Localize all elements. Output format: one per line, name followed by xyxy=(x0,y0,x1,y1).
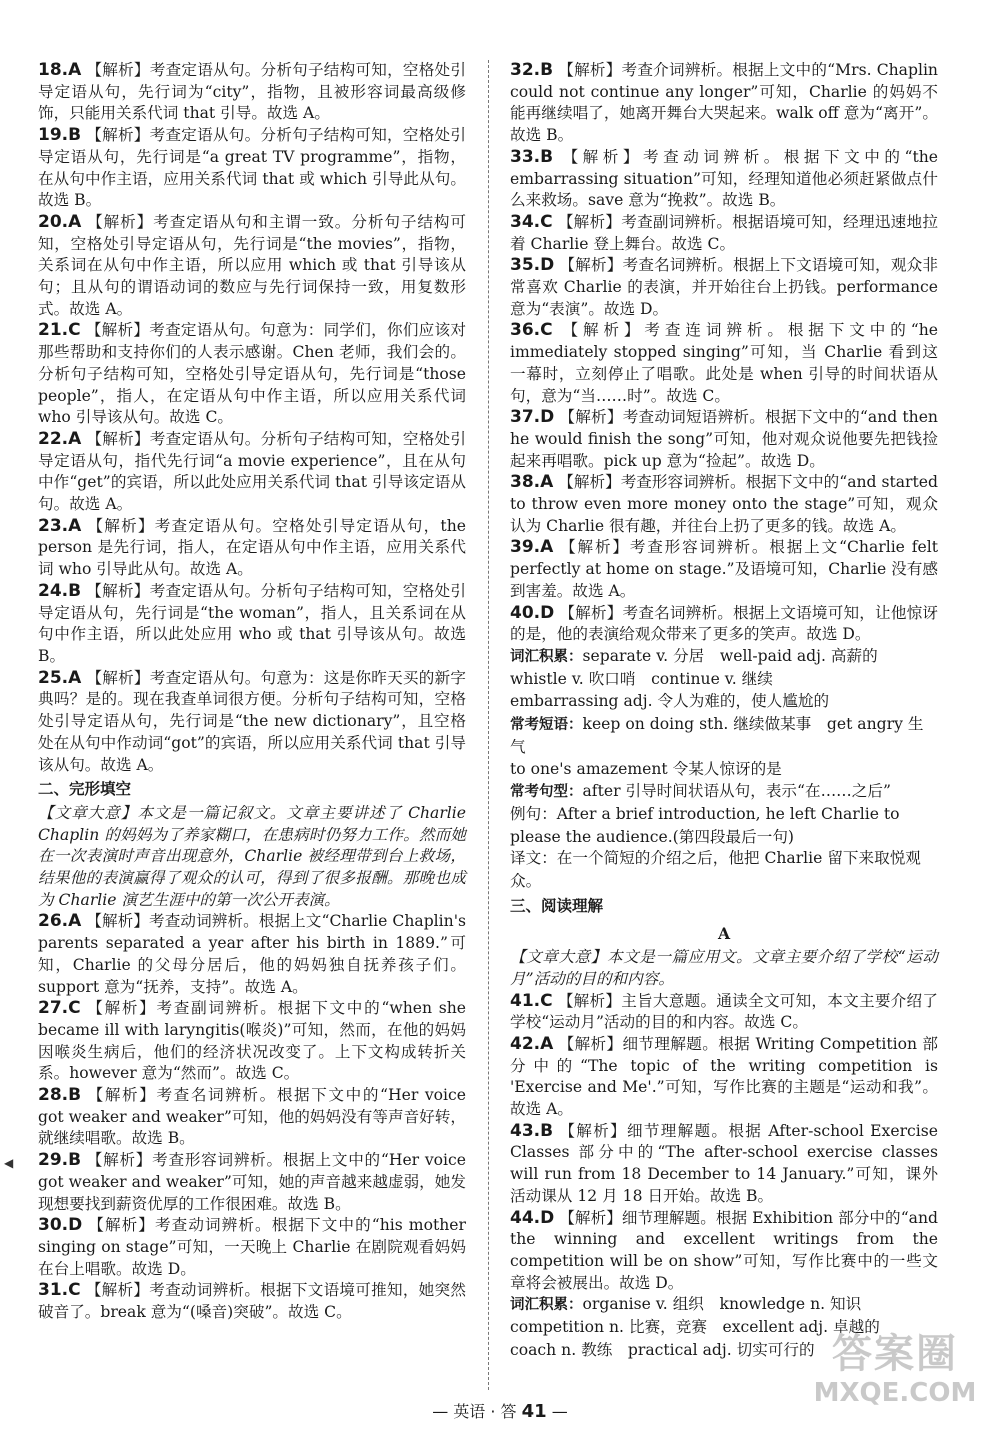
analysis-tag: 【解析】 xyxy=(86,668,150,687)
analysis-text: 细节理解题。根据 After-school Exercise Classes 部分中的“The after-school exercise classes will run from 18 December to 14 January.”可知，课外活动课从 12 月 18 日开始。故选 B。 xyxy=(510,1121,938,1205)
analysis-text: 考查名词辨析。根据上下文语境可知，观众非常喜欢 Charlie 的表演，并开始往台上扔钱。performance 意为“表演”。故选 D。 xyxy=(510,256,938,318)
answer-item xyxy=(510,1208,938,1295)
answer-item xyxy=(38,516,466,581)
answer-number: 41.C xyxy=(510,990,553,1011)
analysis-tag: 【解析】 xyxy=(85,1281,150,1300)
vocab-text: competition n. 比赛，竞赛 excellent adj. 卓越的 xyxy=(510,1318,880,1337)
answer-item xyxy=(510,537,938,602)
answer-item xyxy=(38,911,466,998)
analysis-tag: 【解析】 xyxy=(562,147,644,166)
vocab-line xyxy=(510,669,938,692)
answer-number: 24.B xyxy=(38,580,82,601)
analysis-text: 考查动词辨析。根据下文语境可推知，她突然破音了。break 意为“(嗓音)突破”。故选 C。 xyxy=(38,1281,466,1322)
vocab-line xyxy=(510,691,938,714)
vocab-text: embarrassing adj. 令人为难的，使人尴尬的 xyxy=(510,692,830,711)
analysis-tag: 【解析】 xyxy=(86,1151,153,1170)
answer-number: 21.C xyxy=(38,320,81,341)
analysis-text: 考查定语从句。分析句子结构可知，空格处引导定语从句，先行词为“city”，指物，且被形容词最高级修饰，只能用关系代词 that 引导。故选 A。 xyxy=(38,61,466,123)
analysis-text: 考查动词辨析。根据上文“Charlie Chaplin's parents separated a year after his birth in 1889.”可知，Charlie 的父母分居后，他的妈妈独自抚养孩子们。support 意为“抚养，支持”。故选 A。 xyxy=(38,912,466,996)
analysis-tag: 【解析】 xyxy=(86,429,150,448)
analysis-text: 考查定语从句。空格处引导定语从句，the person 是先行词，指人，在定语从句中作主语，应用关系代词 who 引导此从句。故选 A。 xyxy=(38,516,466,579)
vocab-line xyxy=(510,804,938,848)
analysis-text: 细节理解题。根据 Exhibition 部分中的“and the winning and excellent writings from the competition will be on show”可知，写作比赛中的一些文章将会被展出。故选 D。 xyxy=(510,1208,938,1292)
answer-item xyxy=(38,998,466,1085)
answer-list-reading xyxy=(510,991,938,1295)
analysis-text: 考查连词辨析。根据下文中的“he immediately stopped singing”可知，当 Charlie 看到这一幕时，立刻停止了唱歌。此处是 when 引导的时间状语从句，意为“当……时”。故选 C。 xyxy=(510,321,938,405)
vocab-line xyxy=(510,714,938,758)
analysis-tag: 【解析】 xyxy=(86,581,150,600)
section-heading-reading: 三、阅读理解 xyxy=(510,896,604,915)
analysis-text: 考查动词短语辨析。根据下文中的“and then he would finish the song”可知，他对观众说他要先把钱捡起来再唱歌。pick up 意为“捡起”。故选 D。 xyxy=(510,408,938,470)
summary-label: 【文章大意】 xyxy=(38,803,138,822)
answer-item xyxy=(38,668,466,777)
vocab-text: separate v. 分居 well-paid adj. 高薪的 xyxy=(582,646,878,665)
analysis-text: 考查形容词辨析。根据下文中的“and started to throw even more money onto the stage”可知，观众认为 Charlie 很有趣，并往台上扔了更多的钱。故选 A。 xyxy=(510,473,938,535)
answer-list-cloze-b xyxy=(510,60,938,646)
answer-number: 40.D xyxy=(510,602,555,623)
answer-item xyxy=(38,125,466,212)
answer-number: 32.B xyxy=(510,60,554,80)
answer-item xyxy=(38,1280,466,1323)
vocab-line xyxy=(510,848,938,892)
analysis-tag: 【解析】 xyxy=(557,991,622,1010)
answer-number: 29.B xyxy=(38,1150,82,1171)
answer-number: 25.A xyxy=(38,667,82,688)
answer-number: 33.B xyxy=(510,146,554,167)
answer-number: 42.A xyxy=(510,1033,554,1054)
summary-text: 本文是一篇应用文。文章主要介绍了学校“运动月”活动的目的和内容。 xyxy=(510,948,938,988)
analysis-tag: 【解析】 xyxy=(87,516,155,535)
analysis-tag: 【解析】 xyxy=(86,61,150,79)
analysis-text: 考查动词辨析。根据下文中的“his mother singing on stage”可知，一天晚上 Charlie 在剧院观看妈妈在台上唱歌。故选 D。 xyxy=(38,1216,466,1278)
answer-item xyxy=(38,1150,466,1215)
vocab-line xyxy=(510,781,938,804)
analysis-text: 考查名词辨析。根据下文中的“Her voice got weaker and weaker”可知，他的妈妈没有等声音好转，就继续唱歌。故选 B。 xyxy=(38,1086,466,1148)
answer-item xyxy=(510,603,938,646)
answer-item xyxy=(38,1085,466,1150)
analysis-text: 考查形容词辨析。根据上文“Charlie felt perfectly at home on stage.”及语境可知，Charlie 没有感到害羞。故选 A。 xyxy=(510,538,938,600)
vocab-text: whistle v. 吹口哨 continue v. 继续 xyxy=(510,669,773,688)
answer-number: 30.D xyxy=(38,1215,83,1236)
analysis-tag: 【解析】 xyxy=(559,1121,627,1140)
section-heading-cloze: 二、完形填空 xyxy=(38,780,132,799)
answer-number: 26.A xyxy=(38,911,82,932)
margin-arrow-icon: ◀ xyxy=(4,1156,14,1170)
analysis-text: 考查形容词辨析。根据上文中的“Her voice got weaker and weaker”可知，她的声音越来越虚弱，她发现想要找到薪资优厚的工作很困难。故选 B。 xyxy=(38,1151,466,1213)
answer-item xyxy=(510,320,938,407)
answer-list-grammar xyxy=(38,60,466,776)
footer-prefix: — 英语 · 答 xyxy=(432,1402,517,1421)
vocab-text: keep on doing sth. 继续做某事 get angry 生气 xyxy=(510,715,924,756)
analysis-tag: 【解析】 xyxy=(559,603,623,622)
analysis-tag: 【解析】 xyxy=(86,912,150,931)
vocab-text: organise v. 组织 knowledge n. 知识 xyxy=(582,1295,862,1314)
analysis-text: 细节理解题。根据 Writing Competition 部分中的“The topic of the writing competition is 'Exercise and Me'.”可知，写作比赛的主题是“运动和我”。故选 A。 xyxy=(510,1034,938,1119)
watermark-logo xyxy=(805,1330,985,1418)
analysis-tag: 【解析】 xyxy=(558,473,621,492)
analysis-text: 考查定语从句。分析句子结构可知，空格处引导定语从句，先行词是“a great TV programme”，指物，在从句中作主语，应用关系代词 that 或 which 引导此从句。故选 B。 xyxy=(38,126,466,210)
analysis-tag: 【解析】 xyxy=(559,408,623,427)
summary-text: 本文是一篇记叙文。文章主要讲述了 Charlie Chaplin 的妈妈为了养家糊口，在患病时仍努力工作。然而她在一次表演时声音出现意外，Charlie 被经理带到台上救场，结果他的表演赢得了观众的认可，得到了很多报酬。那晚也成为 Charlie 演艺生涯中的第一次公开表演。 xyxy=(38,803,467,909)
answer-number: 36.C xyxy=(510,320,553,341)
answer-number: 37.D xyxy=(510,407,555,428)
answer-number: 22.A xyxy=(38,428,82,449)
watermark-line2: MXQE.COM xyxy=(813,1378,977,1408)
passage-label: A xyxy=(717,924,731,944)
analysis-text: 考查定语从句。句意为：这是你昨天买的新字典吗？是的。现在我查单词很方便。分析句子结构可知，空格处引导定语从句，先行词是“the new dictionary”，且空格处在从句中作动词“got”的宾语，所以应用关系代词 that 引导该从句。故选 A。 xyxy=(38,668,466,774)
analysis-tag: 【解析】 xyxy=(87,212,154,231)
answer-number: 20.A xyxy=(38,211,82,232)
answer-item xyxy=(510,147,938,212)
analysis-tag: 【解析】 xyxy=(558,1034,623,1053)
analysis-tag: 【解析】 xyxy=(560,538,630,557)
answer-number: 18.A xyxy=(38,60,82,80)
analysis-text: 考查定语从句。分析句子结构可知，空格处引导定语从句，指代先行词“a movie experience”，且在从句中作“get”的宾语，所以此处应用关系代词 that 引导该定语从句。故选 A。 xyxy=(38,429,466,514)
answer-item xyxy=(510,255,938,320)
answer-item xyxy=(510,1034,938,1121)
footer-suffix: — xyxy=(551,1402,568,1421)
article-summary-reading xyxy=(510,947,938,990)
analysis-tag: 【解析】 xyxy=(87,1086,157,1105)
analysis-tag: 【解析】 xyxy=(86,126,150,145)
answer-number: 38.A xyxy=(510,472,554,493)
analysis-text: 考查介词辨析。根据上文中的“Mrs. Chaplin could not continue any longer”可知，Charlie 的妈妈不能再继续唱了，她离开舞台大哭起来。walk off 意为“离开”。故选 B。 xyxy=(510,61,938,145)
vocab-label: 常考句型： xyxy=(510,784,583,801)
answer-item xyxy=(38,1215,466,1280)
answer-item xyxy=(510,212,938,255)
answer-item xyxy=(38,429,466,516)
answer-number: 28.B xyxy=(38,1085,82,1106)
column-divider xyxy=(488,60,489,1390)
vocab-line xyxy=(510,1294,938,1317)
answer-number: 39.A xyxy=(510,537,554,558)
analysis-tag: 【解析】 xyxy=(558,61,622,79)
answer-item xyxy=(510,991,938,1034)
analysis-text: 考查定语从句。分析句子结构可知，空格处引导定语从句，先行词是“the woman”，指人，且关系词在从句中作主语，所以此处应用 who 或 that 引导该从句。故选 B。 xyxy=(38,581,466,665)
watermark-line1: 答案圈 xyxy=(832,1331,958,1377)
answer-item xyxy=(38,320,466,429)
answer-item xyxy=(510,1121,938,1208)
answer-number: 31.C xyxy=(38,1280,81,1301)
vocab-text: to one's amazement 令某人惊讶的是 xyxy=(510,759,782,778)
answer-item xyxy=(38,212,466,321)
analysis-text: 考查动词辨析。根据下文中的“the embarrassing situation”可知，经理知道他必须赶紧做点什么来救场。save 意为“挽救”。故选 B。 xyxy=(510,147,938,210)
analysis-tag: 【解析】 xyxy=(85,321,150,340)
analysis-text: 主旨大意题。通读全文可知，本文主要介绍了学校“运动月”活动的目的和内容。故选 C。 xyxy=(510,991,938,1032)
vocab-line xyxy=(510,759,938,782)
answer-item xyxy=(510,472,938,537)
left-column xyxy=(38,60,466,1324)
answer-number: 35.D xyxy=(510,255,555,276)
page-number: 41 xyxy=(521,1401,547,1422)
vocab-text: 译文：在一个简短的介绍之后，他把 Charlie 留下来取悦观众。 xyxy=(510,849,921,891)
vocab-label: 词汇积累： xyxy=(510,648,583,665)
answer-number: 34.C xyxy=(510,211,553,232)
analysis-tag: 【解析】 xyxy=(557,212,622,231)
analysis-tag: 【解析】 xyxy=(562,321,645,340)
analysis-text: 考查副词辨析。根据语境可知，经理迅速地拉着 Charlie 登上舞台。故选 C。 xyxy=(510,212,938,253)
summary-label: 【文章大意】 xyxy=(510,948,607,967)
analysis-text: 考查名词辨析。根据上文语境可知，让他惊讶的是，他的表演给观众带来了更多的笑声。故选 D。 xyxy=(510,603,938,644)
vocab-text: 例句：After a brief introduction, he left Charlie to please the audience.(第四段最后一句) xyxy=(510,804,900,846)
analysis-text: 考查定语从句。句意为：同学们，你们应该对那些帮助和支持你们的人表示感谢。Chen 老师，我们会的。分析句子结构可知，空格处引导定语从句，先行词是“those people”，指人，在定语从句中作主语，所以应用关系代词 who 引导该从句。故选 C。 xyxy=(38,321,466,427)
analysis-text: 考查副词辨析。根据下文中的“when she became ill with laryngitis(喉炎)”可知，然而，在他的妈妈因喉炎生病后，他们的经济状况改变了。上下文构成转折关系。however 意为“然而”。故选 C。 xyxy=(38,999,466,1083)
answer-item xyxy=(38,581,466,668)
answer-list-cloze-a xyxy=(38,911,466,1323)
article-summary-cloze xyxy=(38,803,466,912)
answer-number: 44.D xyxy=(510,1207,555,1228)
vocabulary-box-cloze xyxy=(510,646,938,893)
answer-number: 27.C xyxy=(38,998,81,1019)
answer-number: 43.B xyxy=(510,1120,554,1141)
vocab-text: after 引导时间状语从句，表示“在……之后” xyxy=(582,782,891,801)
vocab-label: 常考短语： xyxy=(510,717,583,734)
vocab-line xyxy=(510,646,938,669)
right-column xyxy=(510,60,938,1362)
analysis-text: 考查定语从句和主谓一致。分析句子结构可知，空格处引导定语从句，先行词是“the movies”，指物，关系词在从句中作主语，所以应用 which 或 that 引导该从句；且从句的谓语动词的数应与先行词保持一致，用复数形式。故选 A。 xyxy=(38,212,466,318)
answer-item xyxy=(38,60,466,125)
vocab-text: coach n. 教练 practical adj. 切实可行的 xyxy=(510,1340,815,1359)
analysis-tag: 【解析】 xyxy=(559,256,623,275)
answer-item xyxy=(510,407,938,472)
vocab-label: 词汇积累： xyxy=(510,1297,583,1314)
analysis-tag: 【解析】 xyxy=(88,1216,155,1235)
answer-number: 23.A xyxy=(38,515,82,536)
answer-number: 19.B xyxy=(38,125,82,146)
answer-item xyxy=(510,60,938,147)
analysis-tag: 【解析】 xyxy=(87,999,157,1018)
analysis-tag: 【解析】 xyxy=(559,1208,622,1227)
